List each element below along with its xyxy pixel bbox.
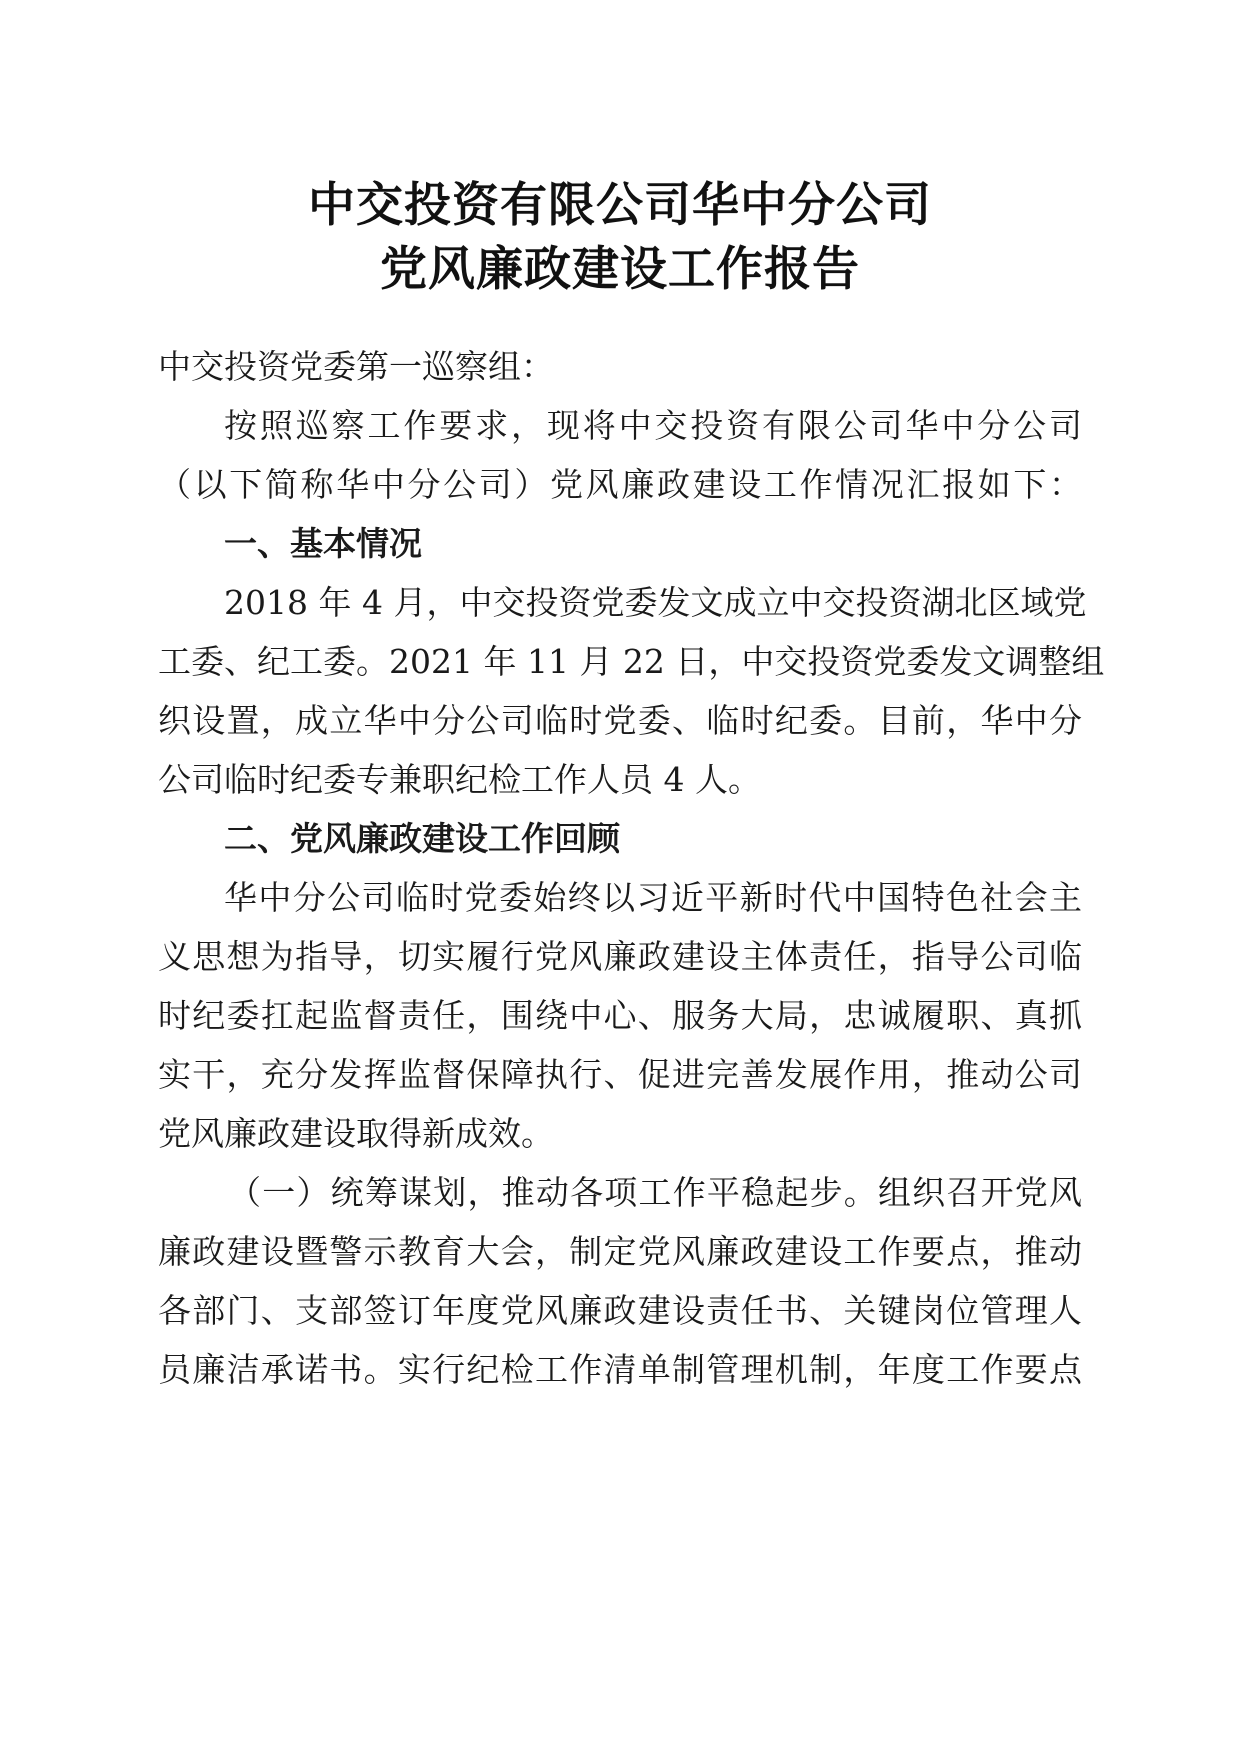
paragraph-line: 各部门、支部签订年度党风廉政建设责任书、关键岗位管理人 [158, 1291, 1082, 1330]
paragraph-line: 实干，充分发挥监督保障执行、促进完善发展作用，推动公司 [158, 1055, 1082, 1094]
paragraph-line: （以下简称华中分公司）党风廉政建设工作情况汇报如下： [158, 465, 1082, 504]
paragraph-line: 员廉洁承诺书。实行纪检工作清单制管理机制，年度工作要点 [158, 1350, 1082, 1389]
paragraph-line: 华中分公司临时党委始终以习近平新时代中国特色社会主 [224, 878, 1082, 917]
paragraph-line: 时纪委扛起监督责任，围绕中心、服务大局，忠诚履职、真抓 [158, 996, 1082, 1035]
document-title-line-2: 党风廉政建设工作报告 [380, 242, 860, 297]
paragraph-line: 义思想为指导，切实履行党风廉政建设主体责任，指导公司临 [158, 937, 1082, 976]
document-title-line-1: 中交投资有限公司华中分公司 [308, 178, 932, 233]
paragraph-line: 公司临时纪委专兼职纪检工作人员 4 人。 [158, 760, 761, 799]
paragraph-line: 织设置，成立华中分公司临时党委、临时纪委。目前，华中分 [158, 701, 1082, 740]
paragraph-line: 工委、纪工委。2021 年 11 月 22 日，中交投资党委发文调整组 [158, 642, 1105, 681]
salutation: 中交投资党委第一巡察组： [158, 347, 554, 386]
section-heading-review: 二、党风廉政建设工作回顾 [224, 819, 620, 858]
paragraph-line: 党风廉政建设取得新成效。 [158, 1114, 554, 1153]
subsection-line: （一）统筹谋划，推动各项工作平稳起步。组织召开党风 [228, 1173, 1082, 1212]
paragraph-line: 廉政建设暨警示教育大会，制定党风廉政建设工作要点，推动 [158, 1232, 1082, 1271]
paragraph-line: 按照巡察工作要求，现将中交投资有限公司华中分公司 [224, 406, 1082, 445]
section-heading-basic-info: 一、基本情况 [224, 524, 422, 563]
paragraph-line: 2018 年 4 月，中交投资党委发文成立中交投资湖北区域党 [224, 583, 1087, 622]
